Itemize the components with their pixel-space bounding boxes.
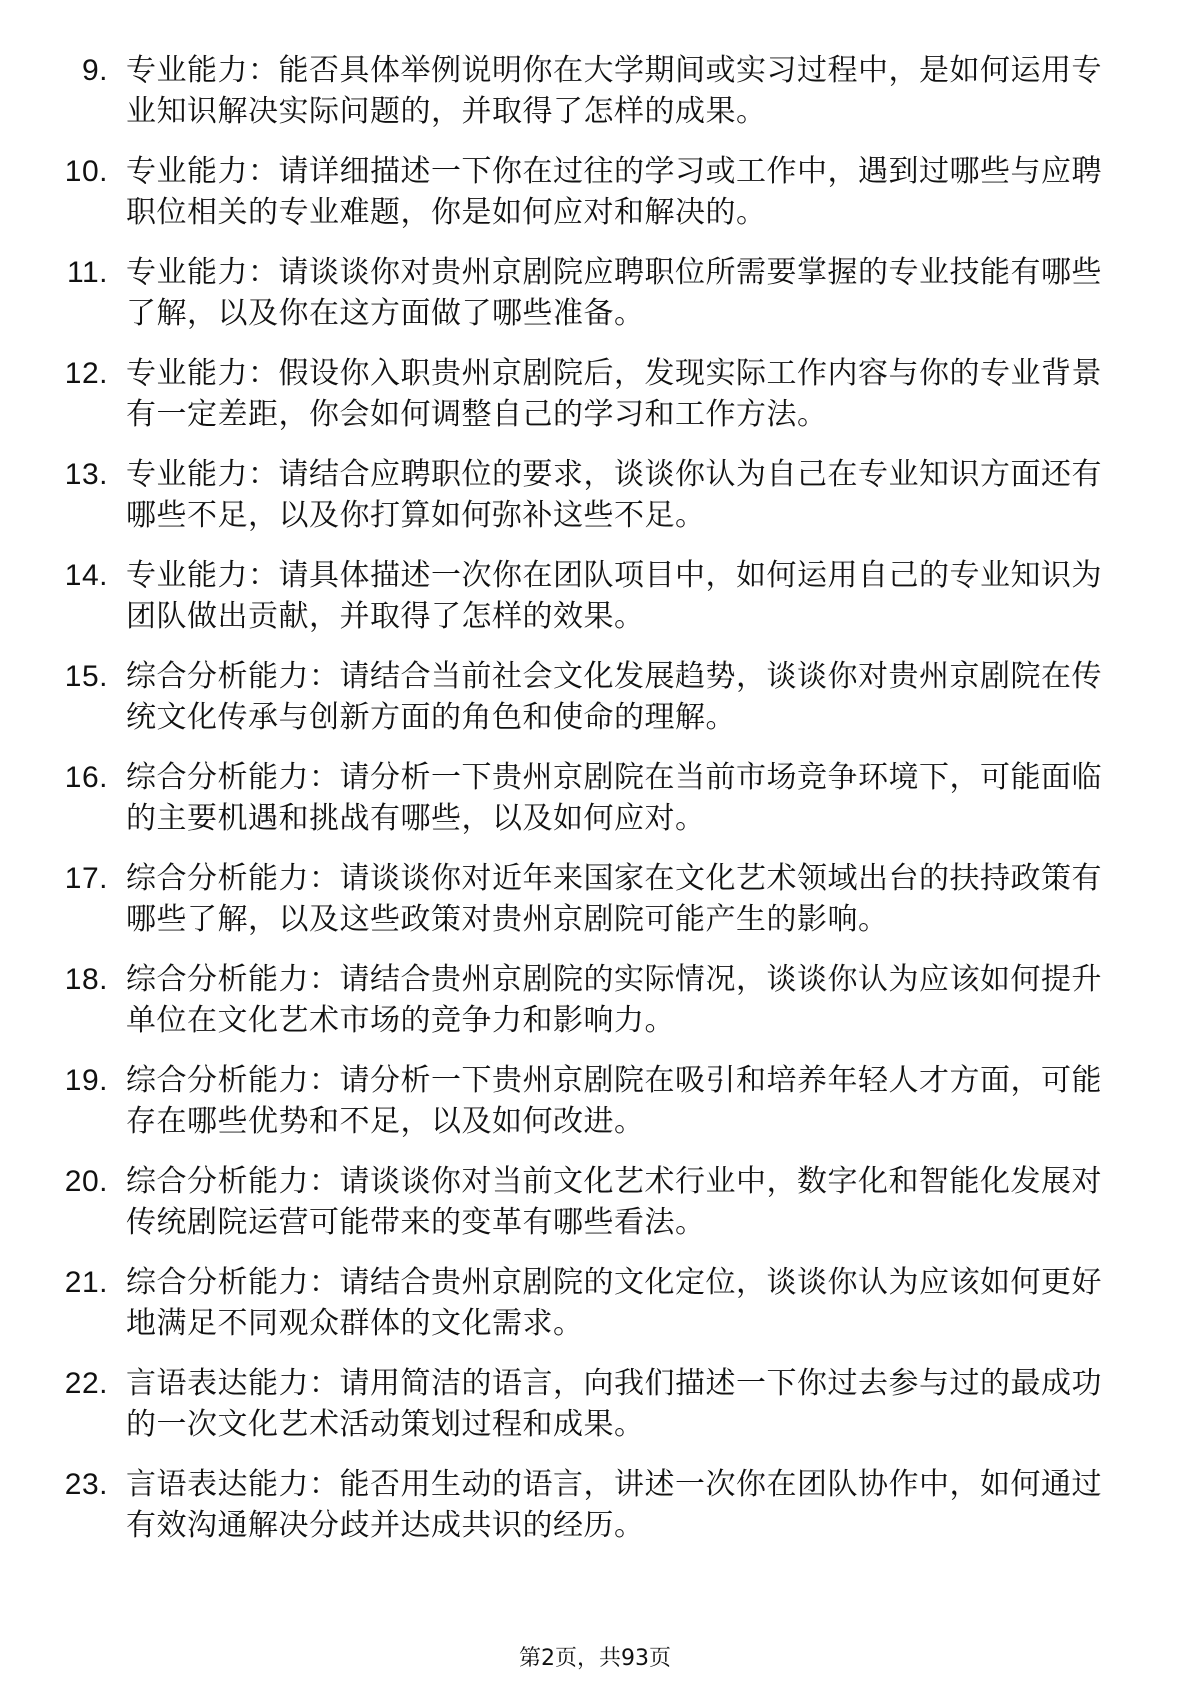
question-text: 专业能力：请具体描述一次你在团队项目中，如何运用自己的专业知识为团队做出贡献，并取得了怎样的效果。 xyxy=(126,558,1102,634)
question-text: 专业能力：能否具体举例说明你在大学期间或实习过程中，是如何运用专业知识解决实际问题的，并取得了怎样的成果。 xyxy=(126,53,1102,129)
question-text: 综合分析能力：请结合贵州京剧院的文化定位，谈谈你认为应该如何更好地满足不同观众群体的文化需求。 xyxy=(126,1265,1102,1341)
question-number: 16. xyxy=(64,761,108,794)
question-text: 综合分析能力：请结合贵州京剧院的实际情况，谈谈你认为应该如何提升单位在文化艺术市场的竞争力和影响力。 xyxy=(126,962,1102,1038)
question-text: 言语表达能力：能否用生动的语言，讲述一次你在团队协作中，如何通过有效沟通解决分歧并达成共识的经历。 xyxy=(126,1467,1102,1543)
question-item xyxy=(0,50,1116,132)
question-item xyxy=(0,858,1116,940)
question-number: 9. xyxy=(81,54,108,87)
question-item xyxy=(0,151,1116,233)
question-item xyxy=(0,353,1116,435)
question-item xyxy=(0,454,1116,536)
question-item xyxy=(0,1262,1116,1344)
question-number: 12. xyxy=(64,357,108,390)
question-item xyxy=(0,656,1116,738)
page-footer: 第2页，共93页 xyxy=(519,1646,671,1671)
question-item xyxy=(0,1161,1116,1243)
question-number: 23. xyxy=(64,1468,108,1501)
question-text: 专业能力：请谈谈你对贵州京剧院应聘职位所需要掌握的专业技能有哪些了解，以及你在这方面做了哪些准备。 xyxy=(126,255,1102,331)
question-number: 18. xyxy=(64,963,108,996)
question-item xyxy=(0,1060,1116,1142)
question-number: 21. xyxy=(64,1266,108,1299)
question-item xyxy=(0,1363,1116,1445)
question-item xyxy=(0,555,1116,637)
question-item xyxy=(0,252,1116,334)
question-item xyxy=(0,959,1116,1041)
question-item xyxy=(0,1464,1116,1546)
question-number: 17. xyxy=(64,862,108,895)
question-number: 14. xyxy=(64,559,108,592)
question-text: 专业能力：假设你入职贵州京剧院后，发现实际工作内容与你的专业背景有一定差距，你会如何调整自己的学习和工作方法。 xyxy=(126,356,1102,432)
question-text: 综合分析能力：请分析一下贵州京剧院在吸引和培养年轻人才方面，可能存在哪些优势和不足，以及如何改进。 xyxy=(126,1063,1102,1139)
question-number: 22. xyxy=(64,1367,108,1400)
question-number: 20. xyxy=(64,1165,108,1198)
question-text: 综合分析能力：请谈谈你对近年来国家在文化艺术领域出台的扶持政策有哪些了解，以及这些政策对贵州京剧院可能产生的影响。 xyxy=(126,861,1102,937)
question-number: 11. xyxy=(67,256,108,289)
question-text: 综合分析能力：请结合当前社会文化发展趋势，谈谈你对贵州京剧院在传统文化传承与创新方面的角色和使命的理解。 xyxy=(126,659,1102,735)
question-number: 19. xyxy=(64,1064,108,1097)
question-text: 专业能力：请详细描述一下你在过往的学习或工作中，遇到过哪些与应聘职位相关的专业难题，你是如何应对和解决的。 xyxy=(126,154,1102,230)
question-number: 10. xyxy=(64,155,108,188)
question-text: 专业能力：请结合应聘职位的要求，谈谈你认为自己在专业知识方面还有哪些不足，以及你打算如何弥补这些不足。 xyxy=(126,457,1102,533)
question-text: 综合分析能力：请谈谈你对当前文化艺术行业中，数字化和智能化发展对传统剧院运营可能带来的变革有哪些看法。 xyxy=(126,1164,1102,1240)
question-text: 综合分析能力：请分析一下贵州京剧院在当前市场竞争环境下，可能面临的主要机遇和挑战有哪些，以及如何应对。 xyxy=(126,760,1102,836)
question-number: 15. xyxy=(64,660,108,693)
question-list xyxy=(0,50,1190,1565)
question-text: 言语表达能力：请用简洁的语言，向我们描述一下你过去参与过的最成功的一次文化艺术活动策划过程和成果。 xyxy=(126,1366,1102,1442)
question-item xyxy=(0,757,1116,839)
question-number: 13. xyxy=(64,458,108,491)
